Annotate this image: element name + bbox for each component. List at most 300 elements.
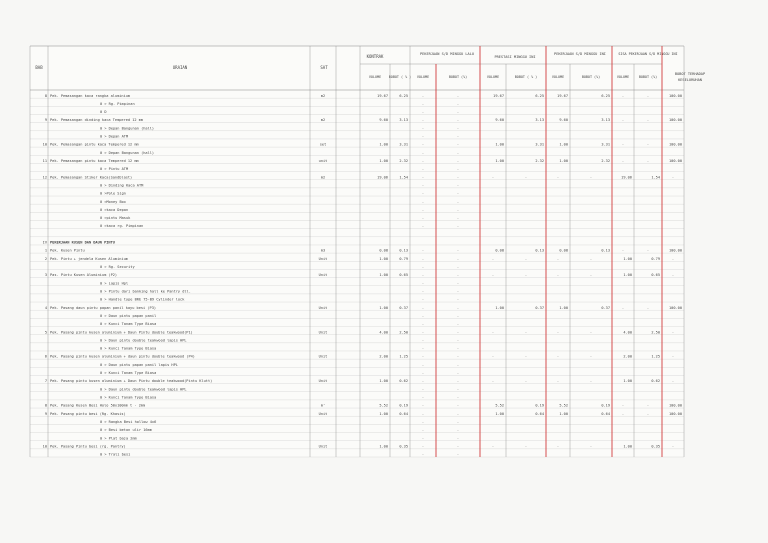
- cell-kv: 1.00: [379, 305, 388, 310]
- subheader-label: VOLUME: [616, 75, 630, 79]
- cell-nv: 0.08: [495, 248, 504, 253]
- subheader-label: BOBOT (%): [581, 75, 601, 79]
- subheader-label: VOLUME: [486, 75, 500, 79]
- row-description: 0 > Depan Bangunan (hall): [100, 150, 155, 155]
- cell-pb: -: [456, 330, 460, 335]
- cell-tot: 100.00: [669, 93, 682, 98]
- row-number: 8: [44, 403, 47, 408]
- col-bab: BAB: [35, 65, 43, 70]
- row-description: Pek. Pemasangan pintu kaca Tempered 12 mm: [50, 142, 139, 147]
- cell-sv: 9.60: [559, 118, 568, 123]
- row-description: 0 > Dinding Kaca ATM: [100, 183, 144, 188]
- cell-nb: 3.31: [535, 142, 544, 147]
- row-number: 8: [44, 93, 47, 98]
- col-bobot-terhadap: BOBOT TERHADAP: [674, 72, 706, 76]
- cell-kb: 0.35: [399, 444, 408, 449]
- cell-pv: -: [421, 419, 425, 424]
- col-kontrak: KONTRAK: [366, 54, 384, 59]
- cell-pv: -: [421, 322, 425, 327]
- cell-rv: -: [621, 118, 625, 123]
- row-number: 5: [44, 330, 47, 335]
- cell-pb: -: [456, 175, 460, 180]
- cell-rb: -: [646, 93, 650, 98]
- cell-sv: -: [556, 273, 560, 278]
- col-sisa: SISA PEKERJAAN S/D MINGGU INI: [618, 52, 678, 56]
- cell-pv: -: [421, 395, 425, 400]
- cell-nb: 6.25: [535, 93, 544, 98]
- cell-pb: -: [456, 322, 460, 327]
- cell-kb: 0.19: [399, 403, 408, 408]
- cell-nb: 2.32: [535, 159, 544, 163]
- row-number: 1: [44, 248, 47, 253]
- cell-rb: 0.79: [651, 256, 660, 261]
- cell-pv: -: [421, 411, 425, 416]
- row-description: Pek. Pasang pintu besi (Rg. Khasis): [50, 411, 126, 416]
- col-pekerjaan-lalu: PEKERJAAN S/D MINGGU LALU: [419, 52, 475, 56]
- row-description: 0 > Rg. Pimpinan: [100, 101, 135, 106]
- cell-pb: -: [456, 354, 460, 359]
- cell-pv: -: [421, 118, 425, 123]
- row-description: Pek. Pasang pintu kusen aluminium + Daun Pintu double teakwood(P1): [50, 330, 193, 335]
- cell-pv: -: [421, 256, 425, 261]
- row-description: 0 > Daun pintu double teakwood lapis HPL: [100, 338, 187, 343]
- cell-sb: 3.13: [601, 118, 610, 123]
- cell-pv: -: [421, 281, 425, 286]
- row-description: Pas. Pintu Kusen Aluminium (P2): [50, 273, 118, 278]
- cell-sb: -: [589, 175, 593, 180]
- cell-kb: 0.62: [399, 379, 408, 384]
- cell-nv: 1.00: [495, 159, 504, 163]
- cell-rv: -: [621, 142, 625, 147]
- cell-kb: 0.79: [399, 256, 408, 261]
- cell-nb: -: [524, 175, 528, 180]
- row-number: 2: [44, 256, 47, 261]
- cell-rb: 1.54: [651, 175, 660, 180]
- row-description: 0 > Kunci Tanam Type Biasa: [100, 346, 157, 351]
- cell-nv: 1.00: [495, 305, 504, 310]
- cell-rv: -: [621, 403, 625, 408]
- cell-rv: 1.00: [623, 273, 632, 278]
- cell-nb: -: [524, 273, 528, 278]
- cell-pv: -: [421, 330, 425, 335]
- cell-pb: -: [456, 110, 460, 115]
- cell-tot: -: [671, 175, 675, 180]
- cell-pv: -: [421, 403, 425, 408]
- cell-pv: -: [421, 387, 425, 392]
- row-description: 0 > Daun pintu double teakwood lapis HPL: [100, 387, 187, 392]
- cell-tot: 100.00: [669, 305, 682, 310]
- cell-rb: 0.62: [651, 379, 660, 384]
- cell-pb: -: [456, 289, 460, 294]
- row-unit: set: [319, 142, 327, 147]
- cell-pb: -: [456, 395, 460, 400]
- cell-sv: -: [556, 444, 560, 449]
- row-description: 0 > Daun pintu papan panil lapis HPL: [100, 362, 178, 367]
- cell-rv: -: [621, 248, 625, 253]
- row-description: 0 > Depan ATM: [100, 134, 129, 139]
- row-number: 9: [44, 118, 47, 123]
- subheader-label: VOLUME: [416, 75, 430, 79]
- cell-pv: -: [421, 207, 425, 212]
- col-uraian: URAIAN: [172, 65, 188, 70]
- cell-sb: 0.64: [601, 411, 610, 416]
- row-number: 3: [44, 273, 47, 278]
- cell-pv: -: [421, 191, 425, 196]
- cell-pv: -: [421, 289, 425, 294]
- subheader-label: VOLUME: [368, 75, 382, 79]
- cell-pb: -: [456, 118, 460, 123]
- cell-tot: -: [671, 444, 675, 449]
- subheader-label: BOBOT ( % ): [388, 75, 412, 79]
- cell-nb: 3.13: [535, 118, 544, 123]
- row-number: 9: [44, 411, 47, 416]
- cell-sb: -: [589, 354, 593, 359]
- cell-nb: -: [524, 256, 528, 261]
- cell-pb: -: [456, 126, 460, 131]
- row-description: 0 > Pintu dari banking hall ke Pantry dll.: [100, 289, 191, 294]
- cell-sb: -: [589, 379, 593, 384]
- row-description: 0 > Handle type BRE 75-B9 Cylinder lock: [100, 297, 185, 302]
- cell-nv: 19.67: [493, 93, 504, 98]
- cell-pv: -: [421, 354, 425, 359]
- cell-pv: -: [421, 175, 425, 180]
- row-description: 0 >Money Box: [100, 199, 126, 204]
- cell-pb: -: [456, 207, 460, 212]
- row-number: 7: [44, 379, 47, 384]
- cell-kb: 3.31: [399, 142, 408, 147]
- cell-pb: -: [456, 134, 460, 139]
- cell-kb: 0.65: [399, 273, 408, 278]
- cell-nb: -: [524, 330, 528, 335]
- cell-pv: -: [421, 371, 425, 376]
- cell-sb: 0.19: [601, 403, 610, 408]
- cell-pb: -: [456, 436, 460, 441]
- cell-rb: 0.65: [651, 273, 660, 278]
- cell-kv: 19.67: [377, 93, 388, 98]
- cell-pv: -: [421, 126, 425, 131]
- cell-pb: -: [456, 313, 460, 318]
- cell-pv: -: [421, 313, 425, 318]
- row-description: PEKERJAAN KUSEN DAN DAUN PINTU: [50, 240, 115, 245]
- cell-kb: 0.37: [399, 305, 408, 310]
- subheader-label: BOBOT (%): [638, 75, 658, 79]
- subheader-label: BOBOT (%): [448, 75, 468, 79]
- cell-sv: 1.00: [559, 159, 568, 163]
- cell-rv: 19.06: [621, 175, 632, 180]
- cell-pv: -: [421, 167, 425, 172]
- cell-kv: 1.00: [379, 256, 388, 261]
- cell-kv: 1.00: [379, 379, 388, 384]
- row-number: 4: [44, 305, 47, 310]
- row-description: Pek. Pintu + jendela Kusen Aluminium: [50, 256, 128, 261]
- row-description: Pek. Pemasangan dinding kaca Tempered 12 mm: [50, 118, 144, 123]
- cell-kv: 9.60: [379, 118, 388, 123]
- cell-pv: -: [421, 452, 425, 457]
- cell-pv: -: [421, 134, 425, 139]
- cell-sb: -: [589, 256, 593, 261]
- cell-pb: -: [456, 248, 460, 253]
- cell-sb: 0.13: [601, 248, 610, 253]
- cell-nb: 0.19: [535, 403, 544, 408]
- cell-pb: -: [456, 452, 460, 457]
- cell-nb: 0.64: [535, 411, 544, 416]
- col-pekerjaan-sd-ini: PEKERJAAN S/D MINGGU INI: [554, 52, 606, 56]
- cell-rv: -: [621, 159, 625, 163]
- cell-pb: -: [456, 256, 460, 261]
- cell-sv: -: [556, 379, 560, 384]
- cell-pb: -: [456, 419, 460, 424]
- subheader-label: BOBOT ( % ): [514, 75, 538, 79]
- cell-kv: 1.00: [379, 142, 388, 147]
- row-number: 11: [42, 159, 47, 163]
- cell-sv: -: [556, 354, 560, 359]
- cell-pv: -: [421, 346, 425, 351]
- cell-sb: -: [589, 273, 593, 278]
- cell-nb: 0.13: [535, 248, 544, 253]
- cell-rv: 4.00: [623, 330, 632, 335]
- cell-pv: -: [421, 142, 425, 147]
- cell-tot: 100.00: [669, 411, 682, 416]
- row-unit: Unit: [318, 444, 328, 449]
- cell-sv: -: [556, 175, 560, 180]
- cell-rv: 1.00: [623, 444, 632, 449]
- cell-sv: 1.00: [559, 411, 568, 416]
- cell-rb: 0.35: [651, 444, 660, 449]
- cell-kv: 1.00: [379, 273, 388, 278]
- cell-nb: 0.37: [535, 305, 544, 310]
- row-unit: unit: [318, 159, 328, 163]
- row-unit: Unit: [318, 330, 328, 335]
- cell-rb: -: [646, 305, 650, 310]
- cell-kb: 1.54: [399, 175, 408, 180]
- table-row: [43, 241, 115, 245]
- cell-rb: -: [646, 118, 650, 123]
- cell-rb: 1.25: [651, 354, 660, 359]
- cell-kb: 2.50: [399, 330, 408, 335]
- cell-pb: -: [456, 411, 460, 416]
- cell-nv: 9.60: [495, 118, 504, 123]
- cell-tot: 100.00: [669, 142, 682, 147]
- cell-kv: 4.00: [379, 330, 388, 335]
- subheader-label: VOLUME: [551, 75, 565, 79]
- cell-tot: 100.00: [669, 403, 682, 408]
- cell-kv: 2.00: [379, 354, 388, 359]
- row-description: 0 D: [100, 110, 107, 115]
- cell-nv: 1.00: [495, 142, 504, 147]
- cell-pv: -: [421, 273, 425, 278]
- cell-nb: -: [524, 444, 528, 449]
- row-description: Pek. Pasang Pintu besi (rg. Pantry): [50, 444, 126, 449]
- row-unit: Unit: [318, 411, 328, 416]
- cell-rv: -: [621, 411, 625, 416]
- cell-nv: 5.52: [495, 403, 504, 408]
- cell-tot: 100.00: [669, 118, 682, 123]
- cell-rb: -: [646, 248, 650, 253]
- cell-nb: -: [524, 379, 528, 384]
- row-description: Pek. Kusen Pintu: [50, 248, 85, 253]
- cell-pv: -: [421, 93, 425, 98]
- row-description: 0 > Rg. Security: [100, 265, 135, 270]
- row-unit: m2: [320, 93, 326, 98]
- row-description: 0 > Lapis Hpl: [100, 281, 129, 286]
- cell-nv: -: [491, 175, 495, 180]
- cell-pb: -: [456, 444, 460, 449]
- cell-pb: -: [456, 159, 460, 163]
- row-description: 0 >pintu Masuk: [100, 216, 131, 221]
- cell-sv: 5.52: [559, 403, 568, 408]
- row-unit: m2: [320, 175, 326, 180]
- cell-pb: -: [456, 346, 460, 351]
- cell-pb: -: [456, 297, 460, 302]
- row-description: 0 >kaca rg. Pimpinan: [100, 224, 144, 229]
- row-unit: Unit: [318, 305, 328, 310]
- table-grid: [30, 46, 706, 457]
- col-prestasi-ini: PRESTASI MINGGU INI: [494, 55, 536, 59]
- cell-pb: -: [456, 281, 460, 286]
- cell-sv: -: [556, 330, 560, 335]
- cell-rb: -: [646, 142, 650, 147]
- cell-pb: -: [456, 101, 460, 106]
- cell-sb: 3.31: [601, 142, 610, 147]
- row-description: 0 >Pole Sign: [100, 191, 126, 196]
- cell-sv: -: [556, 256, 560, 261]
- cell-pv: -: [421, 150, 425, 155]
- cell-pv: -: [421, 305, 425, 310]
- cell-pv: -: [421, 224, 425, 229]
- cell-sb: -: [589, 444, 593, 449]
- row-description: 0 > Trali besi: [100, 452, 131, 457]
- row-description: 0 > Besi beton ulir 16mm: [100, 428, 152, 433]
- cell-kv: 1.00: [379, 411, 388, 416]
- cell-rb: 2.50: [651, 330, 660, 335]
- row-description: Pek. Pasang daun pintu papan panil kayu besi (P3): [50, 305, 157, 310]
- row-description: 0 > Pintu ATM: [100, 167, 129, 172]
- cell-sb: 2.32: [601, 159, 610, 163]
- row-description: 0 > Kunci Tanam Type Biasa: [100, 322, 157, 327]
- cell-pb: -: [456, 305, 460, 310]
- cell-pb: -: [456, 216, 460, 221]
- cell-rb: -: [646, 411, 650, 416]
- cell-pb: -: [456, 191, 460, 196]
- cell-nv: 1.00: [495, 411, 504, 416]
- cell-kv: 1.00: [379, 159, 388, 163]
- row-description: 0 > Plat baja 2mm: [100, 436, 137, 441]
- cell-pb: -: [456, 379, 460, 384]
- cell-pv: -: [421, 444, 425, 449]
- cell-kb: 2.32: [399, 159, 408, 163]
- cell-kb: 1.25: [399, 354, 408, 359]
- cell-pv: -: [421, 428, 425, 433]
- cell-tot: -: [671, 256, 675, 261]
- row-description: 0 >kaca Depan: [100, 207, 129, 212]
- row-unit: Unit: [318, 256, 328, 261]
- cell-pv: -: [421, 379, 425, 384]
- cell-kv: 5.52: [379, 403, 388, 408]
- cell-sv: 0.08: [559, 248, 568, 253]
- cell-sv: 1.00: [559, 305, 568, 310]
- col-sat: SAT: [320, 65, 328, 70]
- cell-pv: -: [421, 199, 425, 204]
- cell-nv: -: [491, 354, 495, 359]
- cell-rb: -: [646, 159, 650, 163]
- cell-nv: -: [491, 330, 495, 335]
- cell-pb: -: [456, 167, 460, 172]
- cell-nv: -: [491, 444, 495, 449]
- cell-pb: -: [456, 387, 460, 392]
- cell-pb: -: [456, 199, 460, 204]
- cell-sb: -: [589, 330, 593, 335]
- row-description: Pek. Pasang pintu kusen aluminium + daun pintu double teakwood (P4): [50, 354, 195, 359]
- cell-sb: 0.37: [601, 305, 610, 310]
- col-keseluruhan: KESELURUHAN: [678, 78, 702, 82]
- row-unit: m2: [320, 118, 326, 123]
- row-description: 0 > Kunci Tanam Type Biasa: [100, 395, 157, 400]
- cell-nv: -: [491, 379, 495, 384]
- cell-pv: -: [421, 183, 425, 188]
- row-number: 10: [42, 142, 47, 147]
- cell-kb: 3.13: [399, 118, 408, 123]
- cell-tot: -: [671, 273, 675, 278]
- cell-tot: -: [671, 330, 675, 335]
- cell-rv: 1.00: [623, 379, 632, 384]
- cell-pv: -: [421, 297, 425, 302]
- cell-kv: 1.00: [379, 444, 388, 449]
- cell-pb: -: [456, 362, 460, 367]
- cell-pv: -: [421, 248, 425, 253]
- row-number: IV: [42, 240, 47, 245]
- row-description: 0 > Daun pintu papan panil: [100, 313, 157, 318]
- cell-pv: -: [421, 159, 425, 163]
- row-description: Pek. Pemasangan kaca rangka aluminium: [50, 93, 131, 98]
- cell-nv: -: [491, 256, 495, 261]
- cell-pb: -: [456, 428, 460, 433]
- cell-pv: -: [421, 362, 425, 367]
- cell-rv: -: [621, 93, 625, 98]
- row-unit: Unit: [318, 354, 328, 359]
- cell-tot: 100.00: [669, 159, 682, 163]
- cell-rv: 1.00: [623, 256, 632, 261]
- cell-kv: 19.06: [377, 175, 388, 180]
- cell-pb: -: [456, 93, 460, 98]
- cell-pv: -: [421, 101, 425, 106]
- cell-pb: -: [456, 371, 460, 376]
- row-unit: Unit: [318, 273, 328, 278]
- cell-tot: 100.00: [669, 248, 682, 253]
- cell-pb: -: [456, 273, 460, 278]
- cell-sv: 1.00: [559, 142, 568, 147]
- cell-pb: -: [456, 338, 460, 343]
- cell-kv: 0.08: [379, 248, 388, 253]
- row-description: 0 > Depan Bangunan (hall): [100, 126, 155, 131]
- row-description: Pek. Pasang pintu kusen aluminium + Daun Pintu double teakwood(Pintu Klutt): [50, 379, 213, 384]
- cell-tot: -: [671, 354, 675, 359]
- cell-pv: -: [421, 216, 425, 221]
- row-unit: m': [320, 403, 326, 408]
- row-description: 0 > Kunci Tanam Type Biasa: [100, 371, 157, 376]
- cell-sv: 19.67: [557, 93, 568, 98]
- row-unit: m3: [320, 248, 326, 253]
- cell-pv: -: [421, 110, 425, 115]
- cell-rv: 2.00: [623, 354, 632, 359]
- cell-pv: -: [421, 265, 425, 270]
- row-number: 6: [44, 354, 47, 359]
- cell-rb: -: [646, 403, 650, 408]
- cell-nv: -: [491, 273, 495, 278]
- cell-pb: -: [456, 183, 460, 188]
- cell-pb: -: [456, 224, 460, 229]
- cell-sb: 6.25: [601, 93, 610, 98]
- cell-nb: -: [524, 354, 528, 359]
